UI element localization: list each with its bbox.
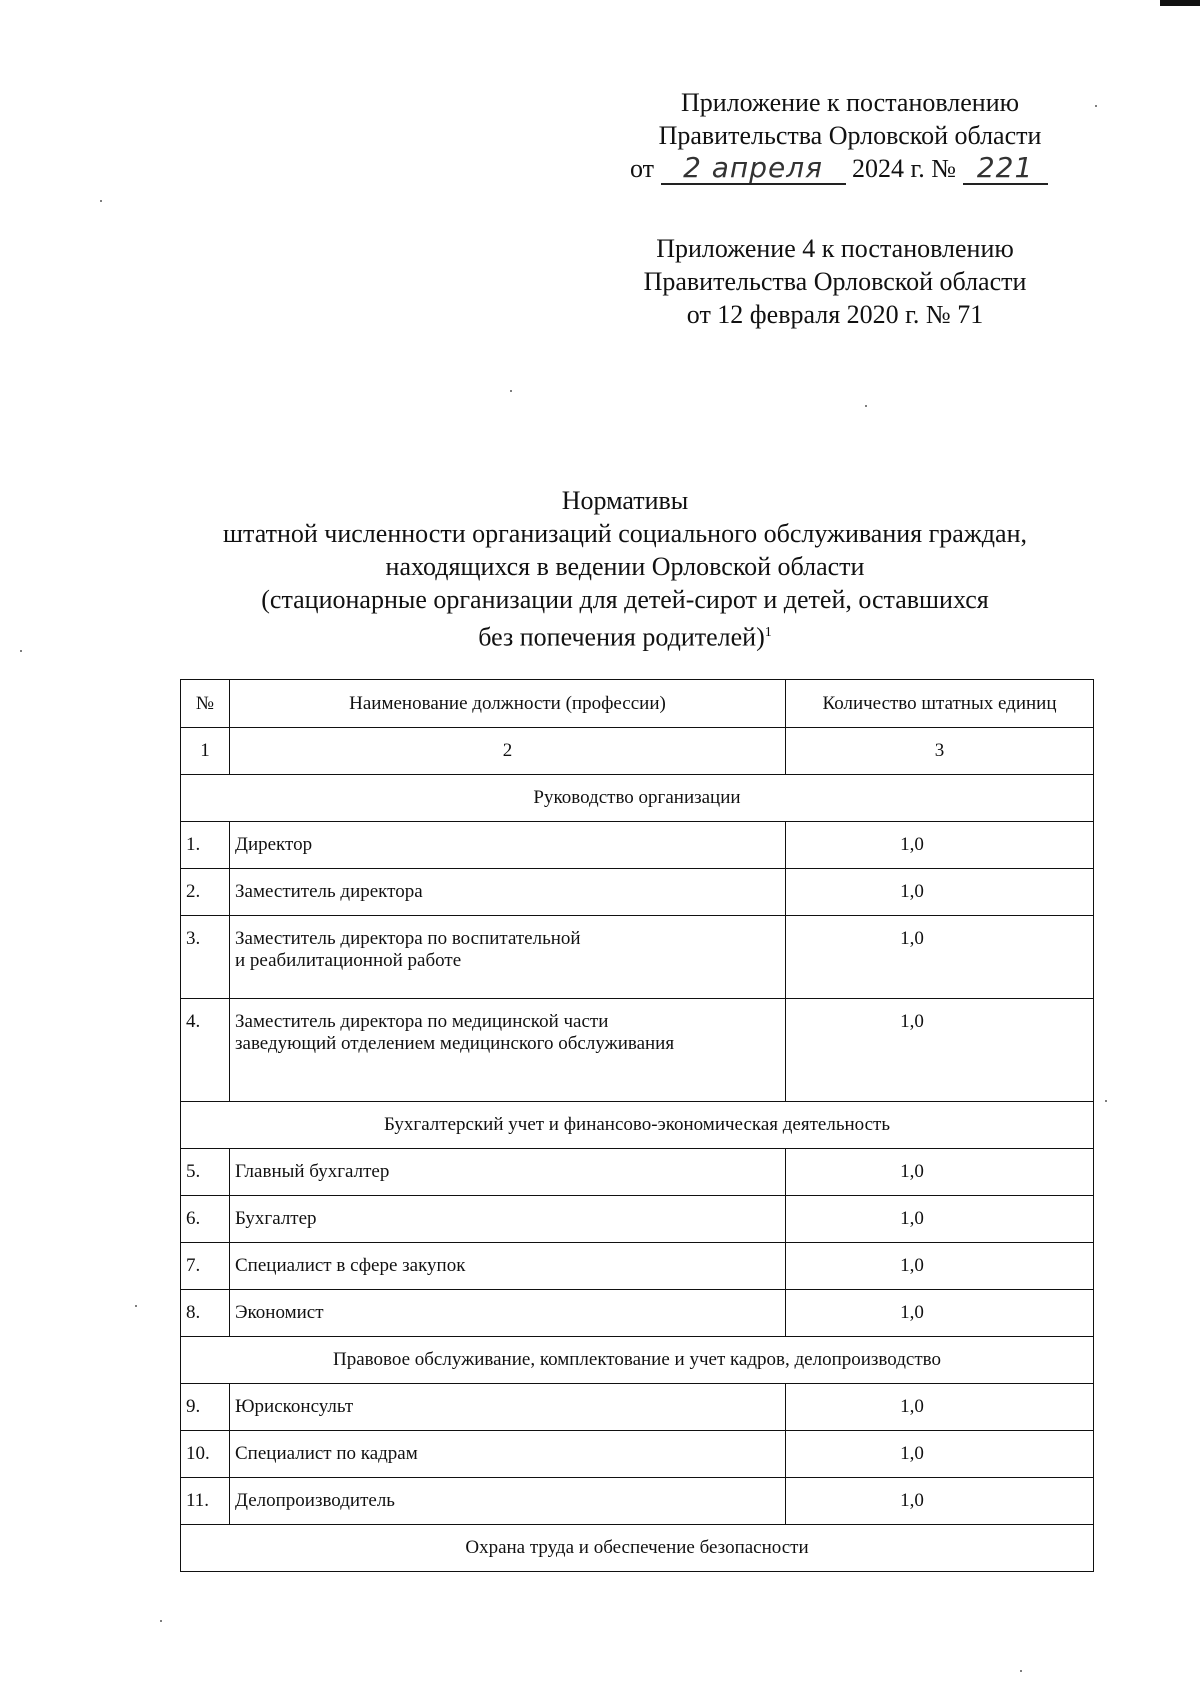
- table-row: [181, 1431, 1094, 1478]
- row-position: Бухгалтер: [230, 1196, 786, 1243]
- amendment-header-line1: Приложение к постановлению: [680, 88, 1020, 117]
- scan-speck: [510, 390, 512, 392]
- title-line5: [160, 616, 1090, 654]
- row-quantity: 1,0: [786, 1290, 1094, 1337]
- table-header-row: [181, 680, 1094, 728]
- row-position-line2: заведующий отделением медицинского обслуживания: [235, 1033, 675, 1054]
- row-number: 7.: [181, 1243, 230, 1290]
- table-row: [181, 1149, 1094, 1196]
- original-header-line2: Правительства Орловской области: [643, 267, 1027, 296]
- row-number: 1.: [181, 822, 230, 869]
- row-number: 5.: [181, 1149, 230, 1196]
- scan-speck: [1020, 1670, 1022, 1672]
- table-row: [181, 822, 1094, 869]
- amendment-header-line2: Правительства Орловской области: [658, 121, 1042, 150]
- row-quantity: 1,0: [786, 1243, 1094, 1290]
- row-quantity: 1,0: [786, 999, 1094, 1102]
- row-position: Экономист: [230, 1290, 786, 1337]
- row-number: 2.: [181, 869, 230, 916]
- table-row: [181, 1478, 1094, 1525]
- table-row: [181, 1384, 1094, 1431]
- row-number: 8.: [181, 1290, 230, 1337]
- date-prefix: от: [630, 154, 655, 183]
- title-line3: находящихся в ведении Орловской области: [385, 552, 865, 581]
- row-position: Заместитель директора: [230, 869, 786, 916]
- original-appendix-header: [580, 232, 1090, 331]
- section-title: Бухгалтерский учет и финансово-экономическая деятельность: [181, 1102, 1094, 1149]
- row-number: 6.: [181, 1196, 230, 1243]
- header-position: Наименование должности (профессии): [230, 680, 786, 728]
- row-number: 3.: [181, 916, 230, 999]
- row-number: 11.: [181, 1478, 230, 1525]
- table-row: [181, 1290, 1094, 1337]
- scan-speck: [135, 1305, 137, 1307]
- row-position: [230, 916, 786, 999]
- page-corner-mark: [1160, 0, 1200, 6]
- year-text: 2024 г. №: [852, 154, 957, 183]
- column-index: 1: [181, 728, 230, 775]
- staffing-table: [180, 679, 1094, 1572]
- title-line4: (стационарные организации для детей-сирот и детей, оставшихся: [261, 585, 989, 614]
- table-row: [181, 916, 1094, 999]
- section-row: [181, 775, 1094, 822]
- column-index-row: [181, 728, 1094, 775]
- row-position: Главный бухгалтер: [230, 1149, 786, 1196]
- original-header-line1: Приложение 4 к постановлению: [656, 234, 1014, 263]
- section-title: Руководство организации: [181, 775, 1094, 822]
- amendment-header: [610, 86, 1090, 185]
- column-index: 2: [230, 728, 786, 775]
- title-line2: штатной численности организаций социального обслуживания граждан,: [223, 519, 1027, 548]
- header-number: №: [181, 680, 230, 728]
- row-position: Делопроизводитель: [230, 1478, 786, 1525]
- row-number: 9.: [181, 1384, 230, 1431]
- column-index: 3: [786, 728, 1094, 775]
- section-row: [181, 1525, 1094, 1572]
- handwritten-number: 221: [963, 153, 1048, 185]
- table-row: [181, 999, 1094, 1102]
- row-quantity: 1,0: [786, 1431, 1094, 1478]
- row-number: 4.: [181, 999, 230, 1102]
- document-title: [160, 484, 1090, 654]
- amendment-date-line: [610, 152, 1090, 185]
- row-position: Специалист в сфере закупок: [230, 1243, 786, 1290]
- scan-speck: [1105, 1100, 1107, 1102]
- scan-speck: [20, 650, 22, 652]
- scan-speck: [100, 200, 102, 202]
- title-line1: Нормативы: [561, 486, 689, 515]
- section-row: [181, 1337, 1094, 1384]
- row-quantity: 1,0: [786, 1149, 1094, 1196]
- row-quantity: 1,0: [786, 1196, 1094, 1243]
- footnote-mark: 1: [764, 625, 772, 640]
- scan-speck: [1095, 105, 1097, 107]
- row-quantity: 1,0: [786, 1478, 1094, 1525]
- header-quantity: Количество штатных единиц: [786, 680, 1094, 728]
- section-title: Охрана труда и обеспечение безопасности: [181, 1525, 1094, 1572]
- table-row: [181, 1196, 1094, 1243]
- row-quantity: 1,0: [786, 822, 1094, 869]
- section-row: [181, 1102, 1094, 1149]
- row-position-line1: Заместитель директора по медицинской части: [235, 1011, 609, 1032]
- row-quantity: 1,0: [786, 916, 1094, 999]
- row-position: Специалист по кадрам: [230, 1431, 786, 1478]
- table-row: [181, 869, 1094, 916]
- row-position-line2: и реабилитационной работе: [235, 950, 462, 971]
- scan-speck: [865, 405, 867, 407]
- row-quantity: 1,0: [786, 1384, 1094, 1431]
- scan-speck: [160, 1620, 162, 1622]
- handwritten-date: 2 апреля: [661, 153, 846, 185]
- row-position-line1: Заместитель директора по воспитательной: [235, 928, 581, 949]
- row-position: Директор: [230, 822, 786, 869]
- row-position: Юрисконсульт: [230, 1384, 786, 1431]
- title-line5-text: без попечения родителей): [478, 622, 765, 652]
- section-title: Правовое обслуживание, комплектование и учет кадров, делопроизводство: [181, 1337, 1094, 1384]
- original-header-line3: от 12 февраля 2020 г. № 71: [686, 300, 984, 329]
- row-quantity: 1,0: [786, 869, 1094, 916]
- row-position: [230, 999, 786, 1102]
- table-row: [181, 1243, 1094, 1290]
- row-number: 10.: [181, 1431, 230, 1478]
